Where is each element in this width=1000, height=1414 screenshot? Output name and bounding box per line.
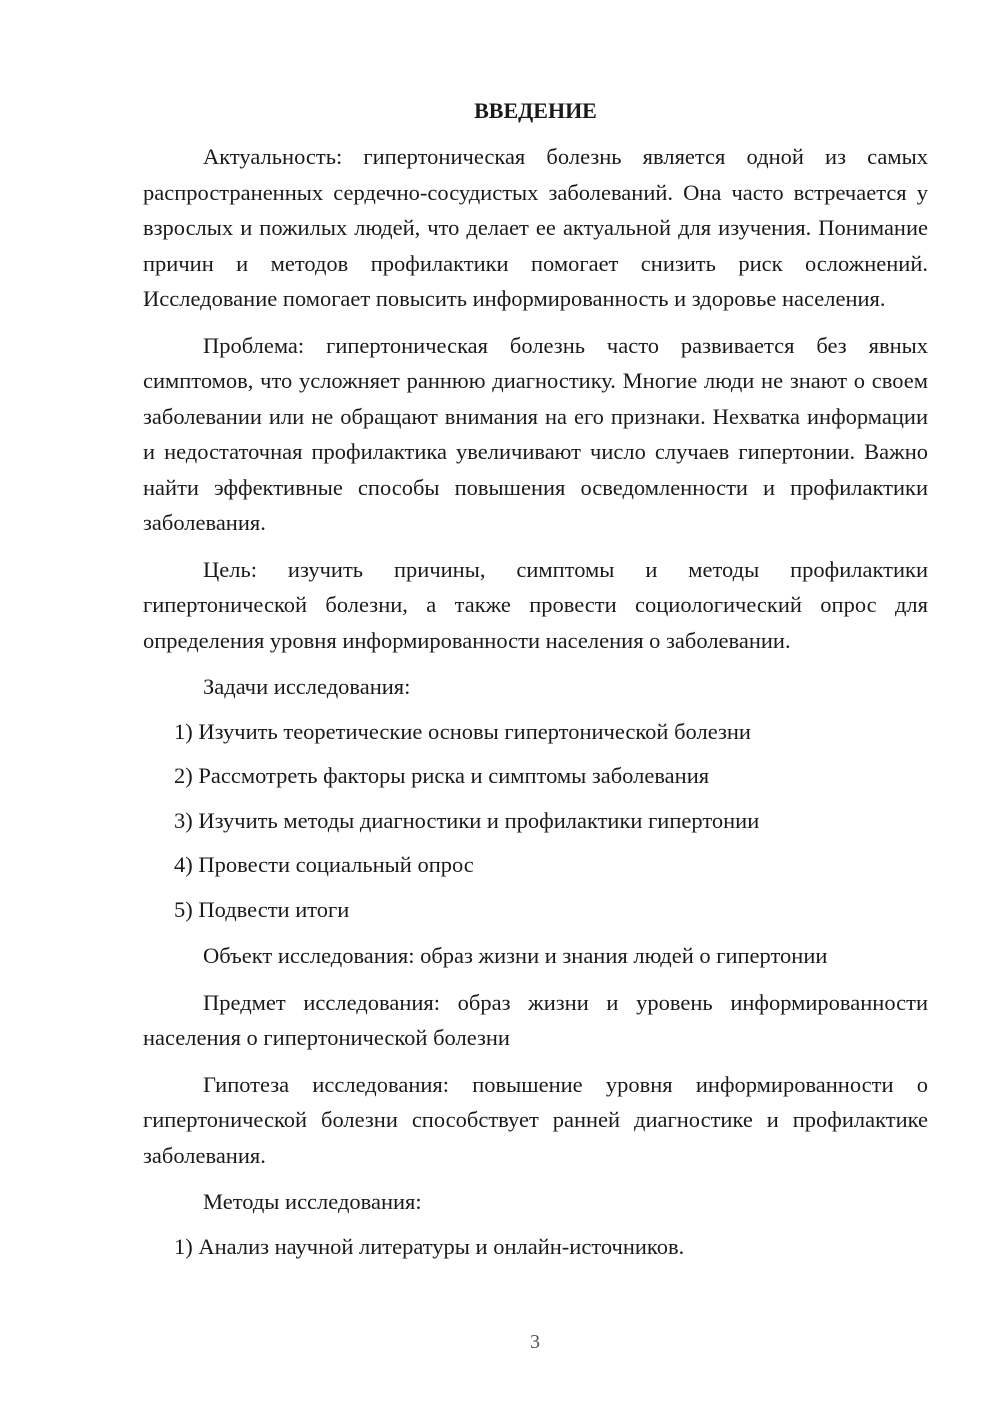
- list-item: 4) Провести социальный опрос: [174, 852, 474, 877]
- hypothesis-paragraph: Гипотеза исследования: повышение уровня информированности о гипертонической болезни способствует ранней диагностике и профилактике заболевания.: [143, 1071, 928, 1168]
- subject-paragraph: Предмет исследования: образ жизни и уровень информированности населения о гипертонической болезни: [143, 989, 928, 1050]
- page-number: 3: [530, 1331, 540, 1353]
- list-item: 5) Подвести итоги: [174, 896, 350, 922]
- problem-paragraph: Проблема: гипертоническая болезнь часто развивается без явных симптомов, что усложняет раннюю диагностику. Многие люди не знают о своем заболевании или не обращают внимания на его признаки. Нехватка информации и недостаточная профилактика увеличивают число случаев гипертонии. Важно найти эффективные способы повышения осведомленности и профилактики заболевания.: [143, 332, 928, 535]
- section-heading: ВВЕДЕНИЕ: [474, 98, 597, 123]
- list-item: 3) Изучить методы диагностики и профилактики гипертонии: [174, 807, 760, 833]
- tasks-label: Задачи исследования:: [203, 674, 411, 699]
- list-item: 1) Изучить теоретические основы гипертонической болезни: [174, 718, 751, 744]
- tasks-list: [143, 714, 928, 928]
- goal-paragraph: Цель: изучить причины, симптомы и методы профилактики гипертонической болезни, а также провести социологический опрос для определения уровня информированности населения о заболевании.: [143, 556, 928, 653]
- relevance-paragraph: Актуальность: гипертоническая болезнь является одной из самых распространенных сердечно-сосудистых заболеваний. Она часто встречается у взрослых и пожилых людей, что делает ее актуальной для изучения. Понимание причин и методов профилактики помогает снизить риск осложнений. Исследование помогает повысить информированность и здоровье населения.: [143, 144, 928, 311]
- methods-label: Методы исследования:: [203, 1189, 422, 1214]
- document-page: [143, 93, 928, 1264]
- object-paragraph: Объект исследования: образ жизни и знания людей о гипертонии: [203, 943, 828, 968]
- methods-list: [143, 1229, 928, 1265]
- list-item: 2) Рассмотреть факторы риска и симптомы заболевания: [174, 763, 710, 788]
- list-item: 1) Анализ научной литературы и онлайн-источников.: [174, 1233, 685, 1259]
